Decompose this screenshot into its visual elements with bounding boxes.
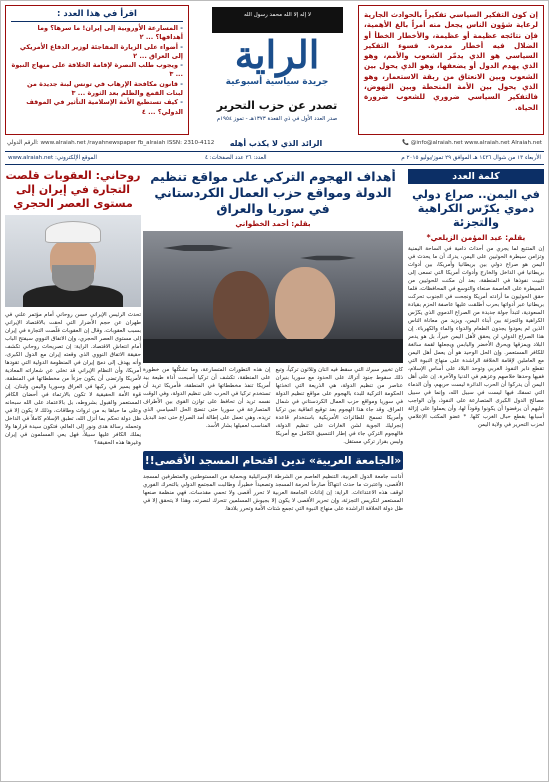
contents-box [5, 5, 189, 135]
editorial-title[interactable]: في اليمن.. صراع دولي دموي يكرّس الكراهية والتجزئة [412, 188, 540, 229]
side-headline[interactable]: روحاني: العقوبات قلصت التجارة في إيران إلى مستوى العصر الحجري [5, 169, 141, 210]
obama-face [213, 271, 269, 341]
issue-number: العدد: ٣٦ عدد الصفحات: ٤ [205, 155, 267, 161]
erdogan-face [275, 267, 335, 343]
aqsa-headline[interactable]: «الجامعة العربية» تدين اقتحام المسجد الأقصى!! [143, 451, 403, 470]
main-author: بقلم: أحمد الخطواني [235, 219, 311, 228]
contents-item[interactable]: - أضواء على الزيارة المفاجئة لوزير الدفاع الأمريكي إلى العراق ... ٢ [11, 43, 183, 62]
publisher-tagline: تصدر عن حزب التحرير [216, 99, 338, 112]
aqsa-body: أدانت جامعة الدول العربية، التنظيم العاصم من الشرطة الإسرائيلية وبحماية من المستوطنين والمتطرفين لمسجد الأقصى، واعتبرت ما حدث انتهاكاً صارخاً لحرمة المسجد وتصعيداً خطيراً، وطالبت المجتمع الدولي بالتحرك الفوري لوقف هذه الاعتداءات. الراية: إن إدانات الجامعة العربية لا تحرر أقصى ولا تحمي مقدسات، فهي منظمة صنعها المستعمر لتكريس التجزئة، وإن تحرير الأقصى لا يكون إلا بجيوش المسلمين تتحرك لنصرته، وهذا لا يتحقق إلا في ظل دولة الخلافة الراشدة على منهاج النبوة التي تجمع شتات الأمة وتحرر بلادها. [143, 474, 403, 512]
main-story-text [143, 366, 403, 446]
website[interactable]: الموقع الإلكتروني: www.alraiah.net [8, 155, 97, 161]
fighter-jet-icon [300, 254, 356, 262]
contents-title: اقرأ في هذا العدد : [11, 9, 183, 22]
masthead-quote-text: إن كون التفكير السياسي تفكيراً بالحوادث الجارية لرعاية شؤون الناس يجعل منه أمراً بالغ الأهمية، فإن نتائجه عظيمة أو عظيمة، والأخطار الخطأ أو الضلال فيه أخطار مدمرة. فسوء التفكير السياسي هو الذي يدمّر الشعوب والأمم، وهو الذي يهدم الدول أو يضعفها، وهو الذي يحول بين الشعوب وبين الانعتاق من ربقة الاستعمار، وهو الذي يحول بين الأمة المنحطة وبين النهوض، فالتفكير السياسي ضروري للشعوب ضرورة الحياة. [364, 10, 538, 112]
side-body: تحدث الرئيس الإيراني حسن روحاني أمام مؤتمر علني في طهران عن حجم الأضرار التي لحقت بالاقتصاد الإيراني بسبب العقوبات، وقال إن العقوبات قلّصت التجارة في إيران إلى مستوى العصر الحجري، وإن الاتفاق النووي سيفتح الباب أمام انتعاش الاقتصاد. الراية: إن تصريحات روحاني تكشف حقيقة الاتفاق النووي الذي وقعته إيران مع الدول الكبرى، وأنه يهدف إلى دمج إيران في المنظومة الدولية التي تقودها أمريكا، وأن النظام الإيراني قد تخلى عن شعاراته المعادية لأمريكا وارتضى أن يكون جزءاً من مخططاتها في المنطقة، فهو يسير في ركبها في العراق وسوريا واليمن ولبنان. إن قوة الأمة الحقيقية لا تكون بالارتماء في أحضان الكافر المستعمر والقبول بشروطه، بل بالاعتماد على الله سبحانه وعلى ما حباها به من ثروات وطاقات، وذلك لا يكون إلا في ظل دولة تحكم بما أنزل الله، تطبق الإسلام كاملاً في الداخل وتحمله رسالة هدى ونور إلى العالم، فتكون سيدة قرارها ولا يملك الكافر عليها سبيلاً، فهل يعي المسلمون في إيران وغيرها هذه الحقيقة؟ [5, 312, 141, 446]
contact-links-left[interactable]: www.alraiah.net /rayahnewspaper fb_alraiah ISSN: 2310-4112 :الرقم الدولي [7, 140, 215, 146]
contents-item[interactable]: - ويجوب طلب النصرة لإقامة الخلافة على منهاج النبوة ... ٣ [11, 61, 183, 80]
logo-title: الراية [234, 32, 320, 77]
editorial-header: كلمة العدد [408, 169, 544, 184]
newspaper-logo [197, 33, 357, 87]
flag-banner: لا إله إلا الله محمد رسول الله [212, 7, 343, 33]
main-body-left: إن هذه التطورات المتسارعة، وما تشكّلها من خطورة على المنطقة، تكشف أن تركيا أصبحت أداة طيعة بيد أمريكا تنفذ مخططاتها في المنطقة، فأمريكا تريد أن تستخدم تركيا في الحرب على تنظيم الدولة، وفي الوقت نفسه تريد أن تحافظ على توازن القوى بين الأطراف المتصارعة في سوريا حتى تنضج الحل السياسي الذي تريده، وهي تعمل على إطالة أمد الصراع حتى تجد البديل المناسب لعميلها بشار الأسد. [143, 367, 271, 429]
logo-subtitle: جريدة سياسية أسبوعية [225, 77, 329, 87]
main-story-column [143, 169, 403, 773]
dateline-bar [5, 151, 544, 165]
contents-item[interactable]: - كيف تستطيع الأمة الإسلامية التأثير في الموقف الدولي؟ ... ٤ [11, 98, 183, 117]
suits-silhouette [143, 339, 403, 363]
contents-item[interactable]: - المسارعة الأوروبية إلى إيران! ما سرها؟ وما أهدافها؟ ... ٢ [11, 24, 183, 43]
main-story-photo [143, 231, 403, 363]
beard-shape [52, 265, 94, 291]
issue-date: الأربعاء ١٣ من شوال ١٤٣٦ هـ الموافق ٢٩ تموز/يوليو ٢٠١٥ م [401, 155, 541, 161]
fighter-jet-icon [163, 243, 233, 253]
editorial-author: بقلم: عبد المؤمن الزيلعي* [426, 233, 526, 242]
slogan: الرائد الذي لا يكذب أهله [229, 139, 323, 148]
first-issue-info: صدر العدد الأول في ذي القعدة ١٣٧٣هـ - تموز ١٩٥٤م [216, 116, 338, 122]
contact-links-right[interactable]: info@alraiah.net www.alraiah.net Alraiah.net@ 📞 [402, 140, 542, 146]
editorial-column [408, 169, 544, 773]
main-headline[interactable]: أهداف الهجوم التركي على مواقع تنظيم الدولة ومواقع حزب العمال الكردستاني في سوريا والعراق [150, 169, 396, 216]
editorial-body: إن المتتبع لما يجري من أحداث دامية في الساحة اليمنية وتزامن سيطرة الحوثيين على اليمن، يدرك أن ما يحدث في اليمن هو صراع دولي بين بريطانيا وأمريكا، بين أدوات بريطانيا في الداخل والخارج وأدوات أمريكا التي تسعى إلى تثبيت نفوذها في المنطقة، بعد أن مكنت للحوثيين من السيطرة على العاصمة صنعاء والتوسع في المحافظات، فلما حقق الحوثيون ما أرادته أمريكا ونجحت في الجنوب تحركت بريطانيا عبر أدواتها بحرب أطلقت عليها عاصفة الحزم بقيادة السعودية، لتبدأ جولة جديدة من الصراع الدموي الذي يكرّس الكراهية والتجزئة بين أبناء اليمن، ويزيد من معاناة الناس الذين لم يعودوا يجدون الطعام والدواء والماء والكهرباء. إن هذا الصراع الدولي لن يحقق لأهل اليمن خيراً، بل هو يدمر البلاد ويمزقها ويحرق الأخضر واليابس ويجعلها لقمة سائغة للكافر المستعمر. وإن الحل الوحيد هو أن يعمل أهل اليمن مع العاملين لإقامة الخلافة الراشدة على منهاج النبوة التي تقطع دابر النفوذ الغربي وتوحد البلاد على أساس الإسلام، ففيها وحدها خلاصهم وعزهم في الدنيا والآخرة. إن على أهل اليمن أن يدركوا أن الحرب الدائرة ليست حربهم، وأن الدماء التي تسفك فيها ليست في سبيل الله، وإنما في سبيل مصالح الدول الكبرى المتصارعة على النفوذ، وأن الواجب عليهم أن يرفضوا أن يكونوا وقوداً لها، وأن يعملوا على إزالة أسبابها بقطع حبال الغرب كلها. * عضو المكتب الإعلامي لحزب التحرير في ولاية اليمن [408, 246, 544, 428]
rouhani-photo [5, 215, 141, 307]
turban-shape [45, 221, 101, 243]
contents-list [11, 24, 183, 117]
masthead-quote-box [358, 5, 544, 135]
main-body-right: كان تخيير سبرك التي سقط فيه اثنان وثلاثون تركياً، وتبع ذلك سقوط جنود أتراك على الحدود مع سوريا بنيران عناصر من تنظيم الدولة، هي الذريعة التي اتخذتها الحكومة التركية للبدء بالهجوم على مواقع تنظيم الدولة في سوريا ومواقع حزب العمال الكردستاني في شمال العراق. وقد جاء هذا الهجوم بعد توقيع اتفاقية بين تركيا وأمريكا تسمح للطائرات الأمريكية باستخدام قاعدة إنجرليك الجوية لشن الغارات على تنظيم الدولة، فالهجوم التركي جاء في إطار التنسيق الكامل مع أمريكا وليس بقرار تركي مستقل. [275, 367, 403, 445]
contents-item[interactable]: - قانون مكافحة الإرهاب في تونس لبنة جديدة من لبنات القمع والظلم بعد الثورة ... ٣ [11, 80, 183, 99]
side-story-column [5, 169, 141, 773]
